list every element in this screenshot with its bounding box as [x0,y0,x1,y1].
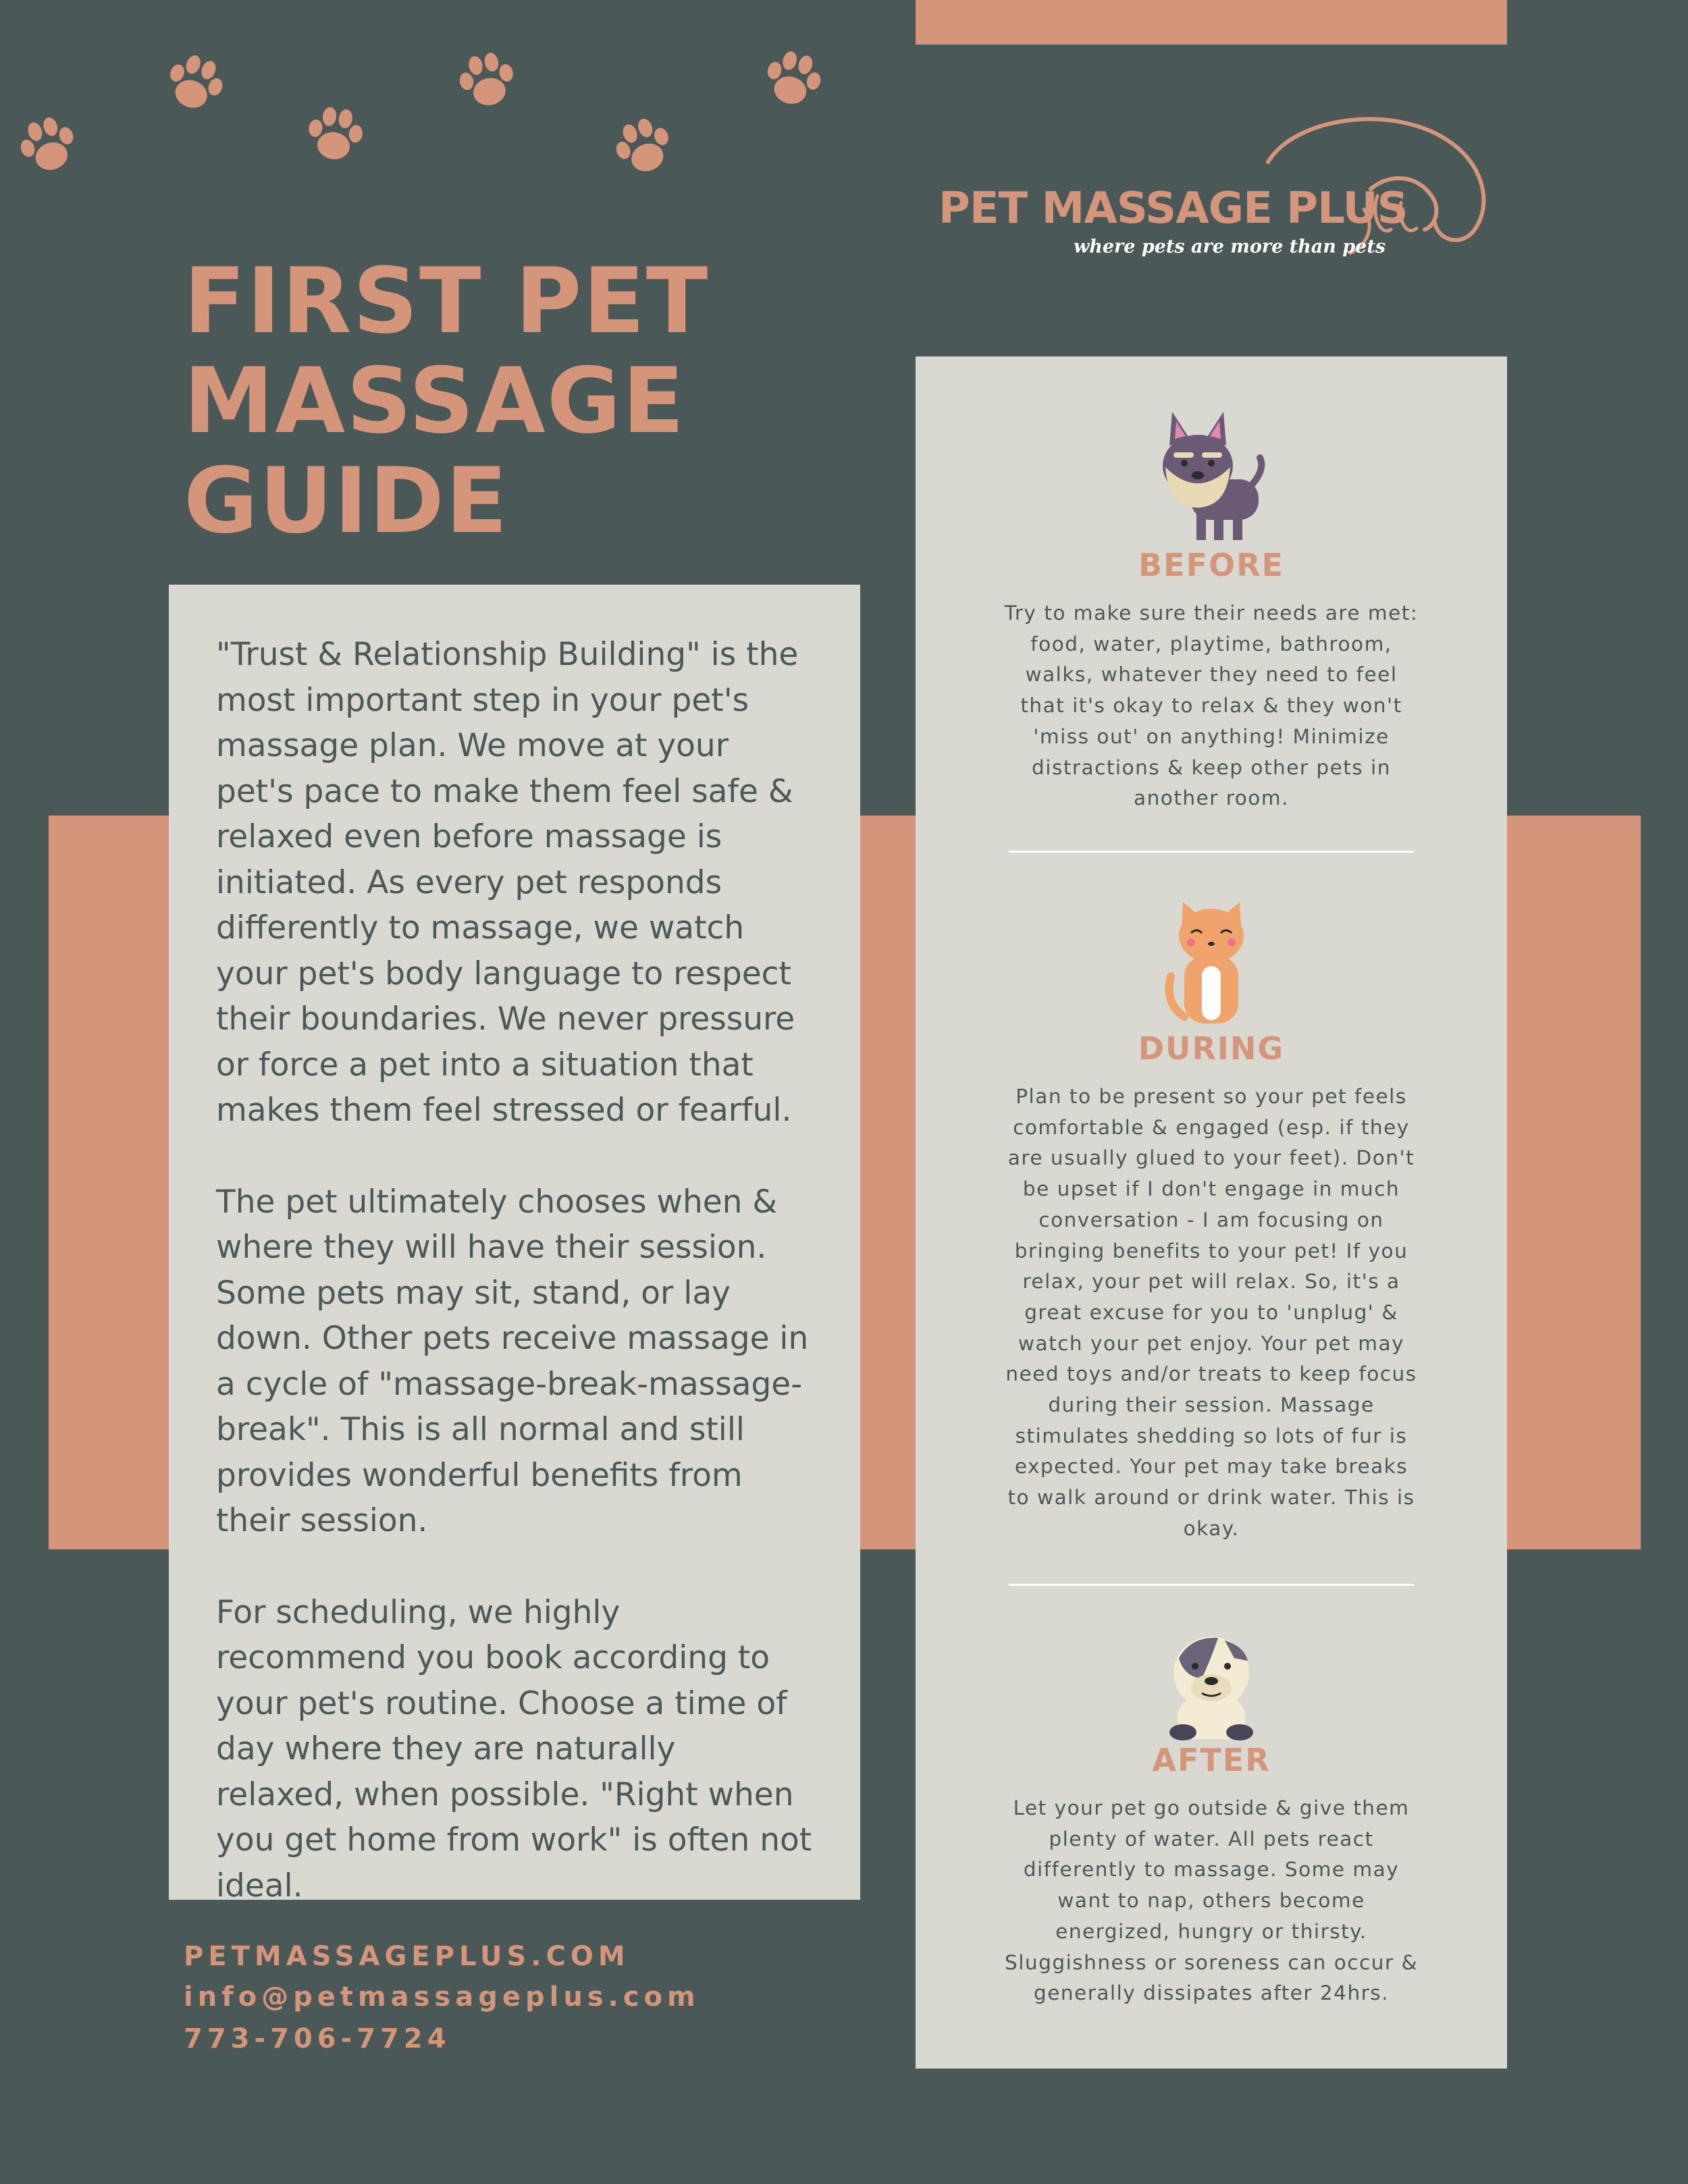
website-link[interactable]: PETMASSAGEPLUS.COM [184,1941,630,1972]
section-divider [1009,1584,1414,1586]
brand-name: PET MASSAGE PLUS [939,184,1408,234]
paw-print-icon [751,40,834,122]
title-line: MASSAGE [184,348,686,454]
paw-print-icon [601,105,687,192]
paw-print-icon [448,43,528,123]
title-line: GUIDE [184,448,509,554]
section-title: AFTER [1152,1742,1271,1778]
section-divider [1009,851,1414,853]
section-body: Let your pet go outside & give them plenty of water. All pets react differently to massage. Some may want to nap, others become energized, hungry or thirsty. Sluggishness or soreness can occur & generally dissipates after 24hrs. [1005,1796,1418,2005]
section-body: Plan to be present so your pet feels comfortable & engaged (esp. if they are usually glued to your feet). Don't be upset if I don't engage in much conversation - I am focusing on bringing benefits to your pet! If you relax, your pet will relax. So, it's a great excuse for you to 'unplug' & watch your pet enjoy. Your pet may need toys and/or treats to keep focus during their session. Massage stimulates shedding so lots of fur is expected. Your pet may take breaks to walk around or drink water. This is okay. [1005,1085,1417,1540]
paw-print-icon [151,42,238,128]
section-before [916,405,1507,814]
section-body: Try to make sure their needs are met: food, water, playtime, bathroom, walks, whatever they need to feel that it's okay to relax & they won't 'miss out' on anything! Minimize distractions & keep other pets in another room. [1004,602,1419,810]
top-accent-strip [916,0,1507,45]
section-title: DURING [1138,1030,1285,1067]
section-after [916,1631,1507,2009]
body-paragraph: "Trust & Relationship Building" is the most important step in your pet's massage plan. We move at your pet's pace to make them feel safe & relaxed even before massage is initiated. As every pet responds differently to massage, we watch your pet's body language to respect their boundaries. We never pressure or force a pet into a situation that makes them feel stressed or fearful. [216,636,799,1129]
bulldog-icon [1164,1631,1259,1742]
tips-panel [916,356,1507,2069]
section-title: BEFORE [1138,547,1284,583]
paw-print-icon [297,99,373,175]
schnauzer-dog-icon [1157,405,1265,547]
email-link[interactable]: info@petmassageplus.com [184,1981,700,2013]
main-text-panel [169,585,860,1905]
phone-number[interactable]: 773-706-7724 [184,2023,451,2054]
brand-logo [939,108,1506,270]
body-paragraph: The pet ultimately chooses when & where they will have their session. Some pets may sit, stand, or lay down. Other pets receive massage in a cycle of "massage-break-massage-break". This is all normal and still provides wonderful benefits from their session. [216,1183,809,1539]
body-paragraph: For scheduling, we highly recommend you book according to your pet's routine. Choose a time of day where they are naturally relaxed, when possible. "Right when you get home from work" is often not ideal. [216,1593,812,1905]
section-during [916,902,1507,1545]
brand-tagline: where pets are more than pets [1074,236,1386,257]
page-title [184,248,791,554]
paw-print-icon [6,105,91,190]
orange-cat-icon [1164,902,1259,1030]
title-line: FIRST PET [184,248,710,354]
